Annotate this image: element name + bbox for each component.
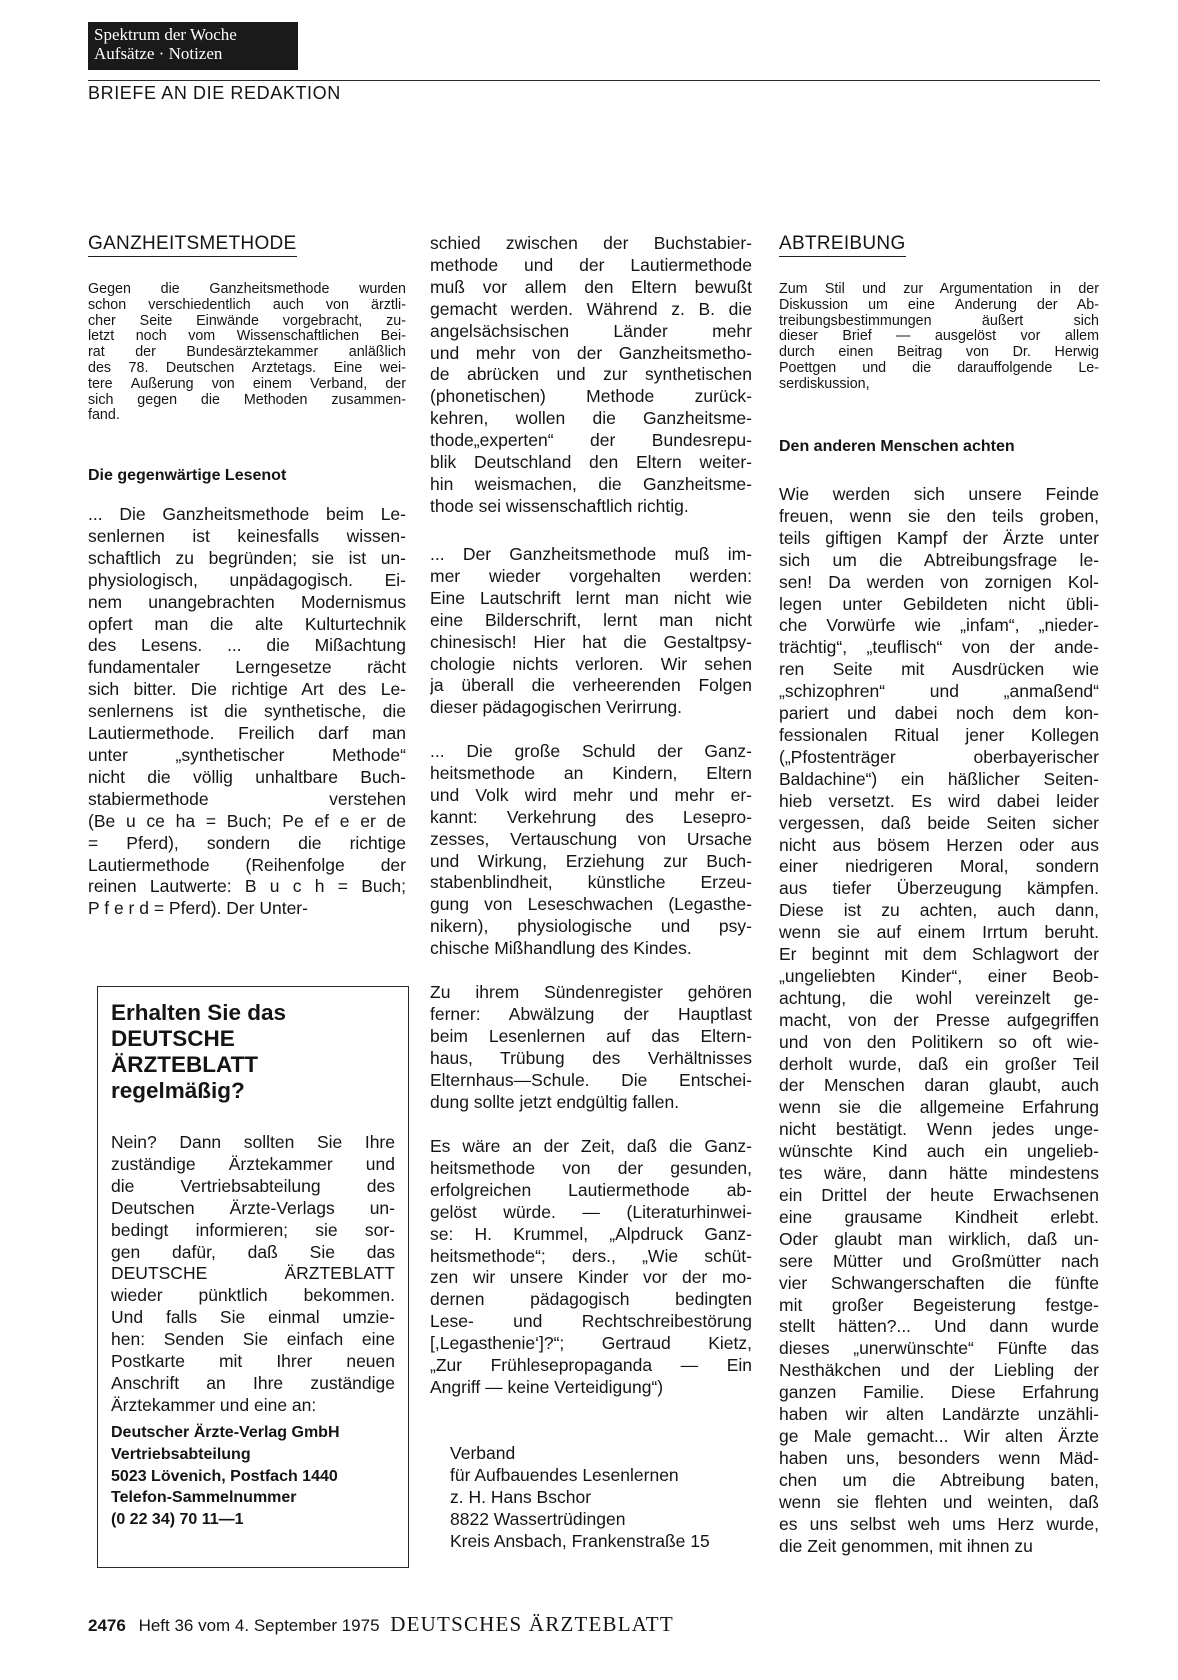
text-line: der Menschen daran glaubt, auch [779,1075,1099,1096]
text-line: und Wirkung, Erziehung zur Buch- [430,850,752,871]
page-number: 2476 [88,1616,126,1635]
text-line: Er beginnt mit dem Schlagwort der [779,944,1099,965]
text-line: DEUTSCHE ÄRZTEBLATT [111,1263,395,1284]
text-line: wünschte Kind auch ein ungelieb- [779,1141,1099,1162]
text-line: hen: Senden Sie einfach eine [111,1329,395,1350]
text-line: Telefon-Sammelnummer [111,1489,297,1507]
text-line: pariert und dabei noch dem kon- [779,703,1099,724]
text-line: Zu ihrem Sündenregister gehören [430,982,752,1002]
text-line: Poettgen und die darauffolgende Le- [779,360,1099,376]
text-line: Baldachine“) ein häßlicher Seiten- [779,768,1099,789]
text-line: Vertriebsabteilung [111,1445,251,1463]
text-line: zuständige Ärztekammer und [111,1153,395,1174]
text-line: zen wir unsere Kinder vor der mo- [430,1267,752,1288]
text-line: chinesisch! Hier hat die Gestaltpsy- [430,631,752,652]
text-line: chen um die Abtreibung baten, [779,1469,1099,1490]
text-line: schaftlich zu begründen; sie ist un- [88,547,406,568]
text-line: thode sei wissenschaftlich richtig. [430,495,689,516]
text-line: = Pferd), sondern die richtige [88,832,406,853]
text-line: Oder glaubt man wirklich, daß un- [779,1228,1099,1249]
text-line: heitsmethode von der gesunden, [430,1157,752,1178]
text-line: und Volk wird mehr und mehr er- [430,784,752,805]
text-line: 8822 Wassertrüdingen [450,1508,626,1529]
text-line: P f e r d = Pferd). Der Unter- [88,898,308,919]
text-line: Anschrift an Ihre zuständige [111,1372,395,1393]
text-line: 5023 Lövenich, Postfach 1440 [111,1467,338,1485]
text-line: Erhalten Sie das [111,1000,287,1025]
text-line: aus tiefer Überzeugung kämpfen. [779,878,1099,899]
text-line: ... Die große Schuld der Ganz- [430,741,752,761]
left-subhead: Die gegenwärtige Lesenot [88,467,287,484]
text-line: wenn sie die allgemeine Erfahrung [779,1097,1099,1118]
middle-paragraph-4 [430,982,752,1113]
text-line: senlernens ist die synthetische, die [88,701,406,722]
text-line: thode„experten“ der Bundesrepu- [430,430,752,451]
text-line: Lautiermethode (Reihenfolge der [88,854,406,875]
text-line: beim Lesenlernen auf das Eltern- [430,1025,752,1046]
text-line: freuen, wenn sie den teils groben, [779,505,1099,526]
text-line: se: H. Krummel, „Alpdruck Ganz- [430,1223,752,1244]
text-line: Lese- und Rechtschreibestörung [430,1311,752,1332]
promo-address [111,1422,401,1531]
text-line: „ungeliebten Kinder“, einer Beob- [779,965,1099,986]
text-line: Elternhaus—Schule. Die Entschei- [430,1069,752,1090]
text-line: eine grausame Kindheit erlebt. [779,1206,1099,1227]
text-line: Deutscher Ärzte-Verlag GmbH [111,1424,340,1441]
page-footer [88,1612,674,1637]
text-line: angelsächsischen Länder mehr [430,320,752,341]
text-line: Diskussion um eine Änderung der Ab- [779,297,1099,313]
text-line: muß vor allem den Eltern bewußt [430,276,752,297]
text-line: tere Äußerung von einem Verband, der [88,376,406,392]
text-line: senlernen ist keinesfalls wissen- [88,525,406,546]
text-line: einer niedrigeren Moral, sondern [779,856,1099,877]
text-line: schied zwischen der Buchstabier- [430,233,752,253]
text-line: haus, Trübung des Verhältnisses [430,1047,752,1068]
text-line: Wie werden sich unsere Feinde [779,484,1099,504]
text-line: [,Legasthenie‘]?“; Gertraud Kietz, [430,1333,752,1354]
text-line: chische Mißhandlung des Kindes. [430,938,692,959]
left-body [88,504,406,920]
text-line: hin weismachen, die Ganzheitsme- [430,473,752,494]
text-line: derholt wurde, daß ein großer Teil [779,1053,1099,1074]
section-kicker: BRIEFE AN DIE REDAKTION [88,83,341,103]
text-line: macht, von der Presse aufgegriffen [779,1009,1099,1030]
text-line: rat der Bundesärztekammer anläßlich [88,345,406,361]
text-line: che Vorwürfe wie „infam“, „nieder- [779,615,1099,636]
text-line: erfolgreichen Lautiermethode ab- [430,1179,752,1200]
text-line: Es wäre an der Zeit, daß die Ganz- [430,1136,752,1156]
text-line: haben wir alten Landärzte unzähli- [779,1404,1099,1425]
text-line: gung von Leseschwachen (Legasthe- [430,894,752,915]
text-line: heitsmethode an Kindern, Eltern [430,762,752,783]
text-line: (0 22 34) 70 11—1 [111,1511,244,1529]
middle-paragraph-5 [430,1136,752,1399]
text-line: ... Der Ganzheitsmethode muß im- [430,544,752,564]
text-line: Postkarte mit Ihrer neuen [111,1351,395,1372]
left-intro [88,282,406,424]
text-line: Angriff — keine Verteidigung“) [430,1376,664,1397]
text-line: sich bitter. Die richtige Art des Le- [88,679,406,700]
masthead-line-1: Spektrum der Woche [94,25,237,44]
text-line: Verband [450,1443,516,1463]
text-line: ja überall die verheerenden Folgen [430,675,752,696]
text-line: Kreis Ansbach, Frankenstraße 15 [450,1530,710,1551]
middle-paragraph-3 [430,741,752,960]
promo-headline [111,1000,401,1104]
right-intro [779,282,1099,393]
text-line: wieder pünktlich bekommen. [111,1285,395,1306]
text-line: regelmäßig? [111,1078,245,1103]
text-line: ... Die Ganzheitsmethode beim Le- [88,504,406,524]
text-line: physiologisch, unpädagogisch. Ei- [88,569,406,590]
middle-paragraph-1 [430,233,752,518]
text-line: nicht aus bösem Herzen oder aus [779,834,1099,855]
masthead [88,22,298,70]
section-title-abtreibung: ABTREIBUNG [779,233,906,257]
left-title [88,233,297,257]
text-line: sen! Da werden von zornigen Kol- [779,571,1099,592]
journal-name: DEUTSCHES ÄRZTEBLATT [390,1612,674,1636]
text-line: und von den Politikern so oft wie- [779,1031,1099,1052]
text-line: sere Mütter und Großmütter nach [779,1250,1099,1271]
text-line: fundamentaler Lerngesetze rächt [88,657,406,678]
text-line: Nesthäkchen und der Liebling der [779,1360,1099,1381]
text-line: achtung, die wohl vereinzelt ge- [779,987,1099,1008]
text-line: (Be u ce ha = Buch; Pe ef e er de [88,810,406,831]
text-line: treibungsbestimmungen äußert sich [779,313,1099,329]
section-title-ganzheitsmethode: GANZHEITSMETHODE [88,233,297,257]
text-line: mer wieder vorgehalten werden: [430,565,752,586]
text-line: teils giftigen Kampf der Ärzte unter [779,527,1099,548]
text-line: heitsmethode“; ders., „Wie schüt- [430,1245,752,1266]
text-line: opfert man die alte Kulturtechnik [88,613,406,634]
text-line: chologie nichts verloren. Wir sehen [430,653,752,674]
right-body [779,484,1099,1557]
text-line: Eine Lautschrift lernt man nicht wie [430,587,752,608]
text-line: haben uns, besonders wenn Mäd- [779,1447,1099,1468]
text-line: Und falls Sie einmal umzie- [111,1307,395,1328]
text-line: dieser pädagogischen Verirrung. [430,697,682,718]
text-line: mit großer Begeisterung festge- [779,1294,1099,1315]
text-line: sich gegen die Methoden zusammen- [88,392,406,408]
text-line: dernen pädagogisch bedingten [430,1289,752,1310]
text-line: ganzen Familie. Diese Erfahrung [779,1382,1099,1403]
text-line: durch einen Beitrag von Dr. Herwig [779,345,1099,361]
text-line: stabenblindheit, künstliche Erzeu- [430,872,752,893]
text-line: die Zeit genommen, mit ihnen zu [779,1535,1033,1556]
text-line: nicht bestätigt. Wenn jedes unge- [779,1119,1099,1140]
text-line: serdiskussion, [779,376,870,392]
text-line: zesses, Vertauschung von Ursache [430,828,752,849]
text-line: Gegen die Ganzheitsmethode wurden [88,282,406,297]
right-subhead: Den anderen Menschen achten [779,438,1015,455]
text-line: vergessen, daß beide Seiten sicher [779,812,1099,833]
text-line: ein Drittel der heute Erwachsenen [779,1185,1099,1205]
text-line: gelöst würde. — (Literaturhinwei- [430,1201,752,1222]
text-line: ÄRZTEBLATT [111,1052,259,1077]
text-line: trächtig“, „teuflisch“ von der ande- [779,637,1099,658]
text-line: sich um die Abtreibungsfrage le- [779,549,1099,570]
text-line: tes wäre, dann hätte mindestens [779,1163,1099,1184]
text-line: („Pfostenträger oberbayerischer [779,746,1099,767]
text-line: gen dafür, daß Sie das [111,1241,395,1262]
issue-info: Heft 36 vom 4. September 1975 [138,1616,380,1635]
text-line: blik Deutschland den Eltern weiter- [430,452,752,473]
text-line: eine Bilderschrift, lernt man nicht [430,609,752,630]
text-line: des Lesens. ... die Mißachtung [88,635,406,656]
text-line: kehren, wollen die Ganzheitsme- [430,408,752,429]
text-line: de abrücken und zur synthetischen [430,364,752,385]
text-line: Deutschen Ärzte-Verlags un- [111,1197,395,1218]
text-line: Diese ist zu achten, auch dann, [779,900,1099,921]
text-line: dung sollte jetzt endgültig fallen. [430,1091,680,1112]
text-line: wenn sie flehten und weinten, daß [779,1491,1099,1512]
text-line: dieser Brief — ausgelöst vor allem [779,329,1099,345]
text-line: dieses „unerwünschte“ Fünfte das [779,1338,1099,1359]
text-line: für Aufbauendes Lesenlernen [450,1464,679,1485]
text-line: es uns selbst weh ums Herz wurde, [779,1513,1099,1534]
text-line: „schizophren“ und „anmaßend“ [779,681,1099,702]
text-line: bedingt informieren; sie sor- [111,1219,395,1240]
text-line: ge Male gemacht... Wir alten Ärzte [779,1425,1099,1446]
text-line: Lautiermethode. Freilich darf man [88,723,406,744]
text-line: vier Schwangerschaften die fünfte [779,1272,1099,1293]
header-rule [88,80,1100,81]
text-line: fand. [88,408,120,424]
text-line: hieb versetzt. Es wird dabei leider [779,790,1099,811]
text-line: stabiermethode verstehen [88,788,406,809]
text-line: kannt: Verkehrung des Lesepro- [430,806,752,827]
text-line: z. H. Hans Bschor [450,1486,592,1507]
masthead-line-2: Aufsätze · Notizen [94,44,223,63]
right-title [779,233,906,257]
text-line: nikern), physiologische und psy- [430,916,752,937]
text-line: Ärztekammer und eine an: [111,1394,317,1415]
text-line: nem unangebrachten Modernismus [88,591,406,612]
text-line: Nein? Dann sollten Sie Ihre [111,1132,395,1152]
text-line: ren Seite mit Ausdrücken wie [779,659,1099,680]
text-line: unter „synthetischer Methode“ [88,744,406,765]
text-line: wenn sie auf einem Irrtum beruht. [779,922,1099,943]
text-line: cher Seite Einwände vorgebracht, zu- [88,313,406,329]
text-line: DEUTSCHE [111,1026,235,1051]
text-line: die Vertriebsabteilung des [111,1175,395,1196]
letter-signature [450,1443,760,1553]
text-line: legen unter Gebildeten nicht übli- [779,593,1099,614]
text-line: nicht die völlig unhaltbare Buch- [88,766,406,787]
text-line: gemacht werden. Während z. B. die [430,298,752,319]
text-line: letzt noch vom Wissenschaftlichen Bei- [88,329,406,345]
text-line: methode und der Lautiermethode [430,254,752,275]
text-line: fessionalen Ritual jener Kollegen [779,724,1099,745]
promo-body [111,1132,395,1417]
text-line: (phonetischen) Methode zurück- [430,386,752,407]
text-line: schon verschiedentlich auch von ärztli- [88,297,406,313]
text-line: ferner: Abwälzung der Hauptlast [430,1003,752,1024]
text-line: und mehr von der Ganzheitsmetho- [430,342,752,363]
text-line: Zum Stil und zur Argumentation in der [779,282,1099,297]
text-line: „Zur Frühlesepropaganda — Ein [430,1355,752,1376]
text-line: des 78. Deutschen Ärztetags. Eine wei- [88,360,406,376]
text-line: stellt hätten?... Und dann wurde [779,1316,1099,1337]
middle-paragraph-2 [430,544,752,719]
text-line: reinen Lautwerte: B u c h = Buch; [88,876,406,897]
